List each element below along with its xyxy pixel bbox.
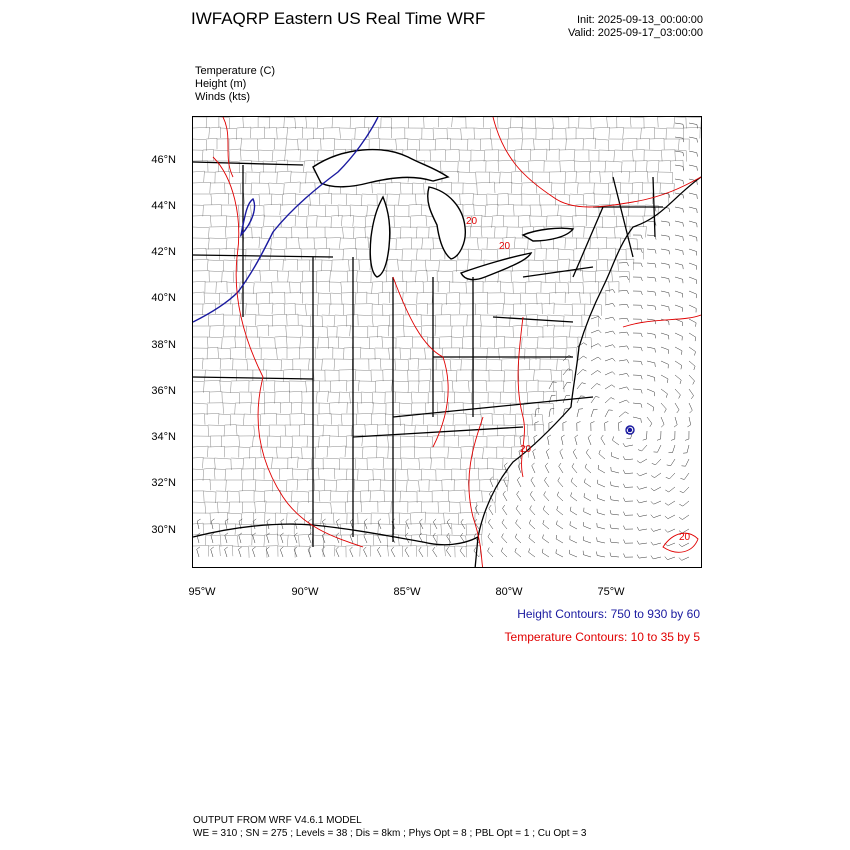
init-valid-times	[560, 14, 703, 40]
lat-label-42: 42°N	[151, 246, 176, 258]
low-center-label: 2	[626, 426, 632, 436]
temp-label: 20	[499, 241, 511, 252]
lon-label-80: 80°W	[495, 586, 523, 598]
lat-label-46: 46°N	[151, 154, 176, 166]
lat-label-40: 40°N	[151, 292, 176, 304]
lat-label-36: 36°N	[151, 385, 176, 397]
lat-label-44: 44°N	[151, 200, 176, 212]
temp-label: 20	[466, 216, 478, 227]
model-line-1: OUTPUT FROM WRF V4.6.1 MODEL	[193, 815, 362, 826]
model-line-2: WE = 310 ; SN = 275 ; Levels = 38 ; Dis = 8km ; Phys Opt = 8 ; PBL Opt = 1 ; Cu Opt = 3	[193, 828, 587, 839]
lon-label-75: 75°W	[597, 586, 625, 598]
height-contours-note: Height Contours: 750 to 930 by 60	[517, 607, 700, 621]
init-time: Init: 2025-09-13_00:00:00	[577, 14, 703, 26]
county-grid	[193, 117, 701, 558]
temp-label: 20	[520, 444, 532, 455]
lat-label-34: 34°N	[151, 431, 176, 443]
temperature-contours-note: Temperature Contours: 10 to 35 by 5	[504, 630, 700, 644]
page-title: IWFAQRP Eastern US Real Time WRF	[191, 9, 486, 28]
lat-label-30: 30°N	[151, 524, 176, 536]
variable-winds: Winds (kts)	[195, 91, 250, 103]
map-canvas	[193, 117, 702, 568]
wind-barbs	[197, 123, 698, 560]
lat-label-38: 38°N	[151, 339, 176, 351]
lon-label-85: 85°W	[393, 586, 421, 598]
lat-label-32: 32°N	[151, 477, 176, 489]
temperature-contours	[213, 117, 701, 568]
map-frame	[192, 116, 702, 568]
variable-list	[195, 65, 275, 104]
valid-time: Valid: 2025-09-17_03:00:00	[568, 27, 703, 39]
variable-height: Height (m)	[195, 78, 247, 90]
model-info	[193, 814, 586, 840]
temp-label: 20	[679, 532, 691, 543]
variable-temperature: Temperature (C)	[195, 65, 276, 77]
lon-label-90: 90°W	[291, 586, 319, 598]
lon-label-95: 95°W	[188, 586, 216, 598]
